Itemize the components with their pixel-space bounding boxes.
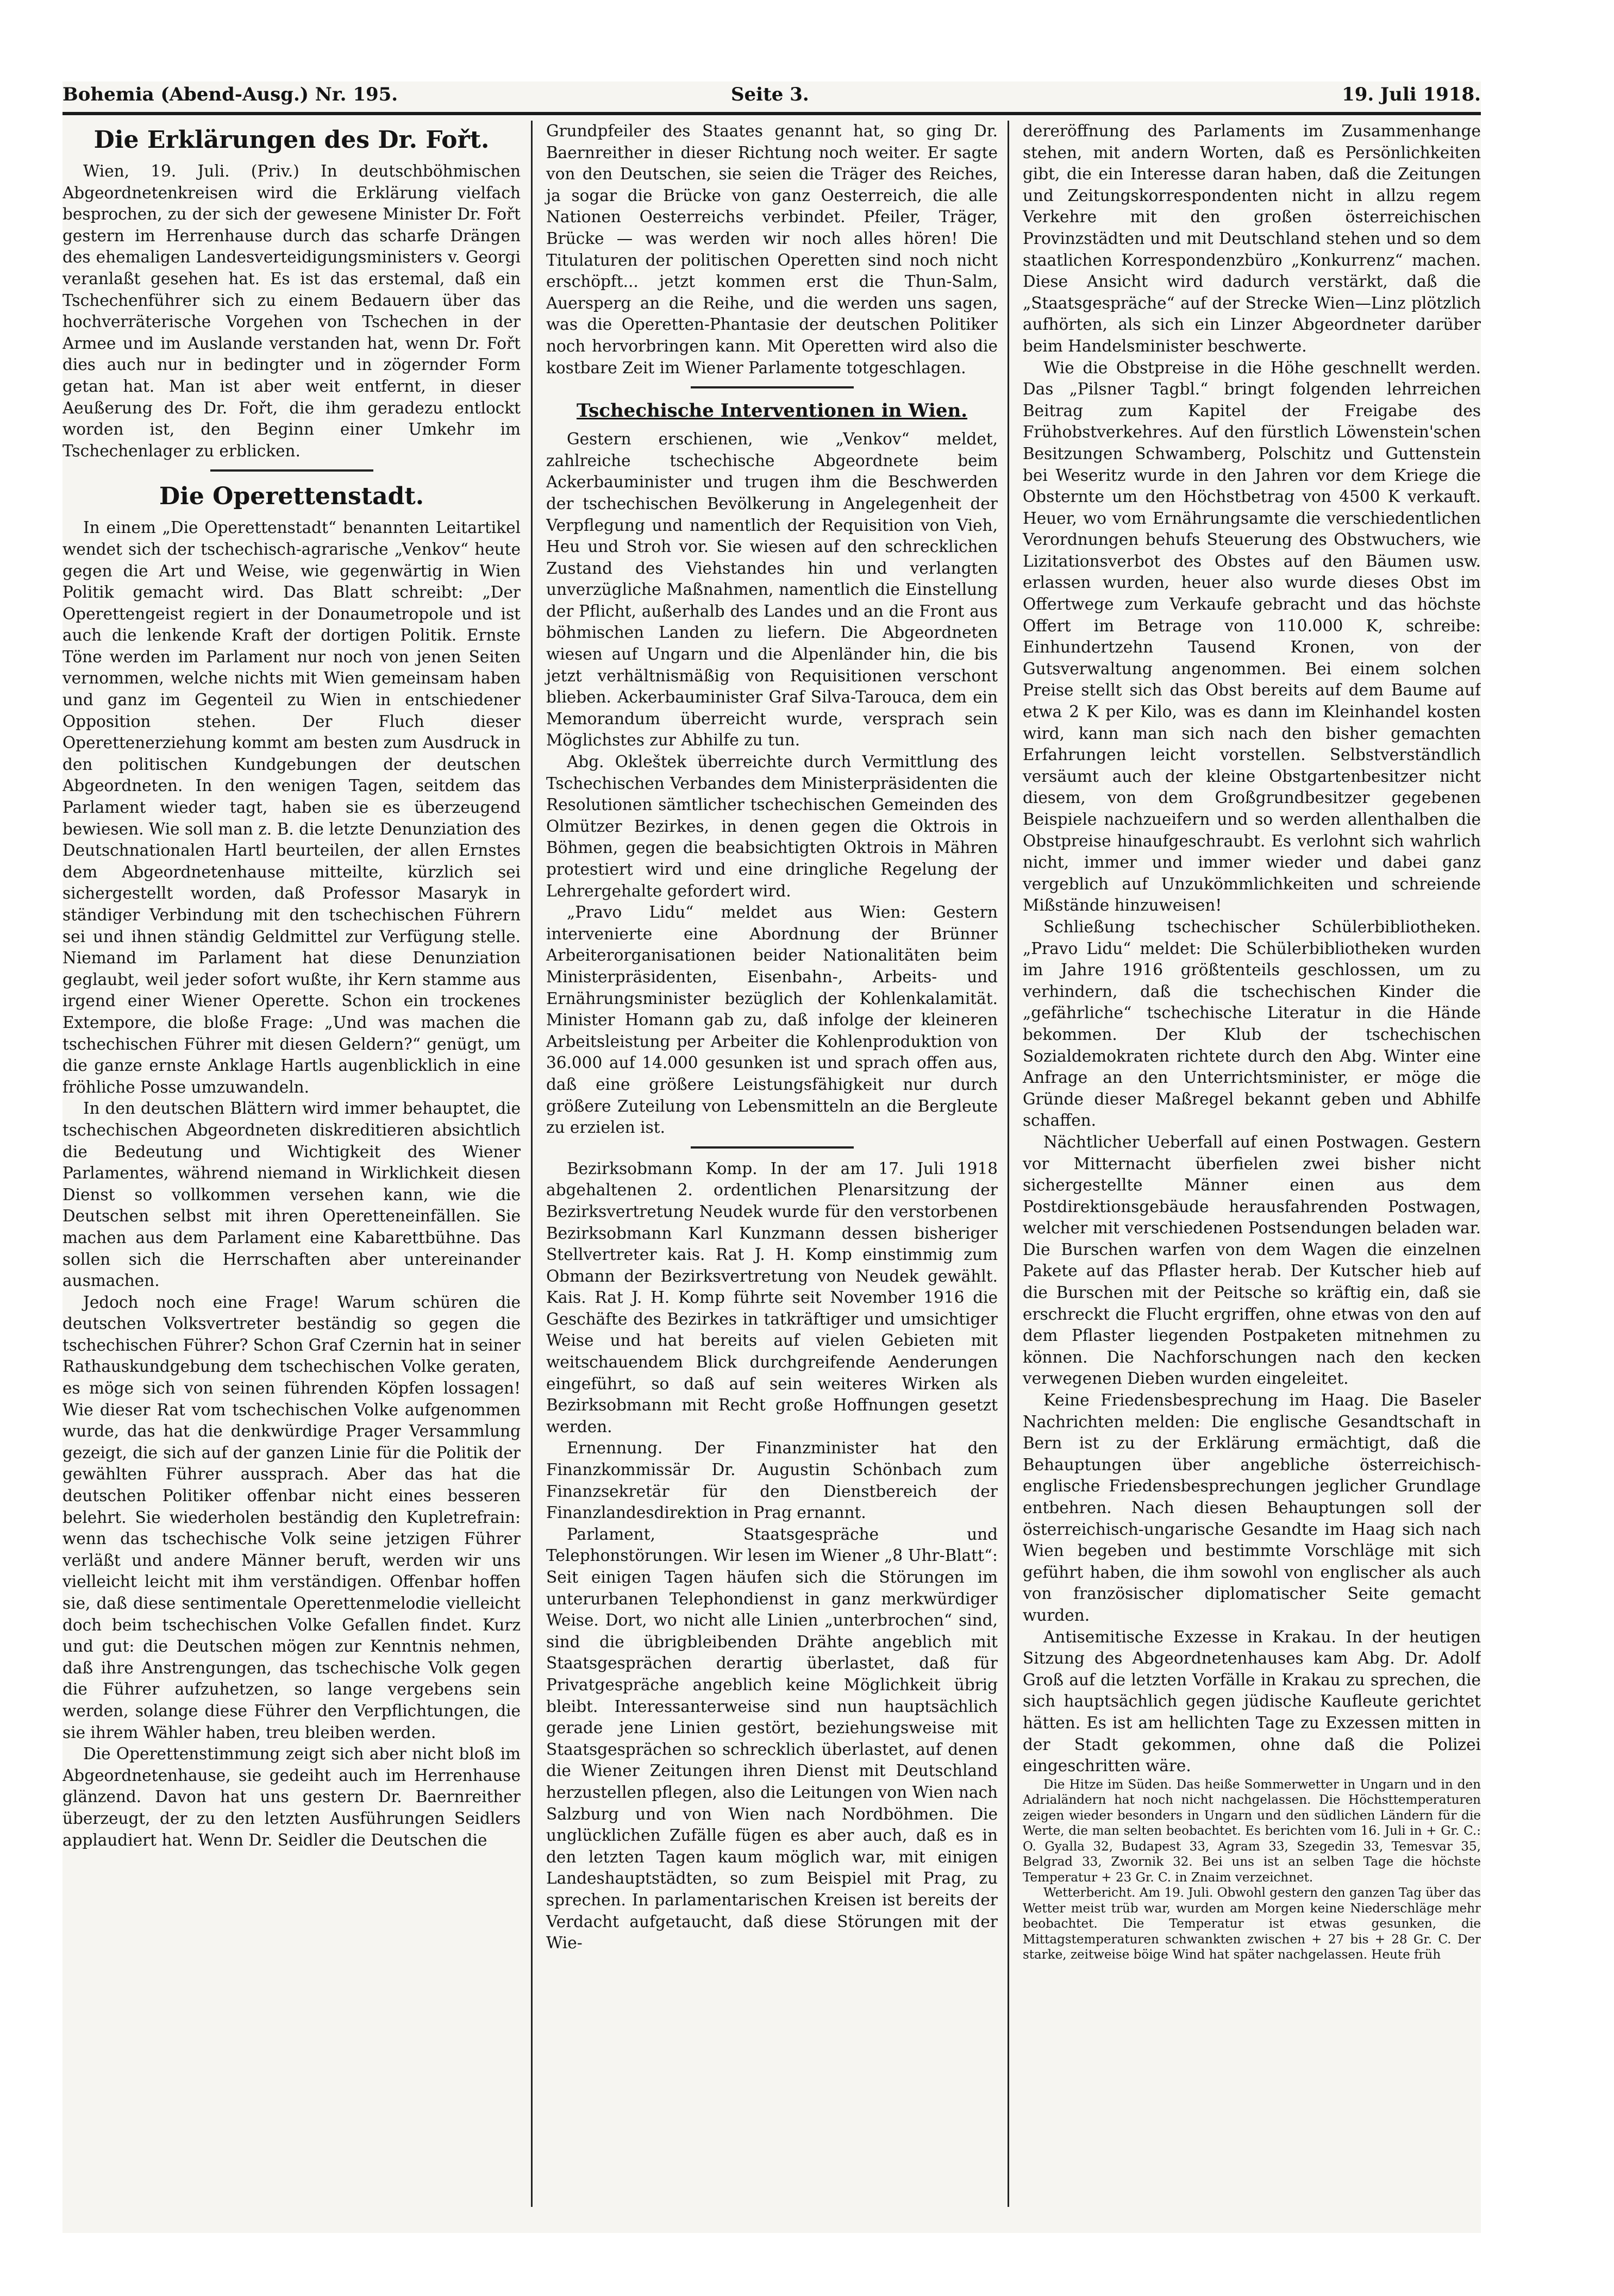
paragraph: Parlament, Staatsgespräche und Telephonstörungen. Wir lesen im Wiener „8 Uhr-Blatt“: Seit einigen Tagen häufen sich die Störungen im unterurbanen Telephondienst in ganz merkwürdiger Weise. Dort, wo nicht alle Linien „unterbrochen“ sind, sind die übrigbleibenden Drähte angeblich mit Staatsgesprächen derartig überlastet, daß für Privatgespräche angeblich keine Möglichkeit übrig bleibt. Interessanterweise sind nun hauptsächlich gerade jene Linien gestört, beziehungsweise mit Staatsgesprächen so schrecklich überlastet, auf denen die Wiener Zeitungen ihren Dienst mit Deutschland herzustellen pflegen, also die Leitungen von Wien nach Salzburg und von Wien nach Nordböhmen. Die unglücklichen Zufälle fügen es aber auch, daß es in den letzten Tagen kaum möglich war, mit einigen Landeshauptstädten, so zum Beispiel mit Prag, zu sprechen. In parlamentarischen Kreisen ist bereits der Verdacht aufgetaucht, daß diese Störungen mit der Wie-	[546, 1525, 998, 1953]
headline-operettenstadt: Die Operettenstadt.	[159, 482, 424, 511]
small-print-paragraph: Wetterbericht. Am 19. Juli. Obwohl gestern den ganzen Tag über das Wetter meist trüb war, wurden am Morgen keine Niederschläge mehr beobachtet. Die Temperatur ist etwas gesunken, die Mittagstemperaturen schwankten zwischen + 27 bis + 28 Gr. C. Der starke, zeitweise böige Wind hat später nachgelassen. Heute früh	[1023, 1886, 1481, 1962]
masthead-issue: Bohemia (Abend-Ausg.) Nr. 195.	[62, 84, 398, 105]
paragraph: Antisemitische Exzesse in Krakau. In der heutigen Sitzung des Abgeordnetenhauses kam Abg. Dr. Adolf Groß auf die letzten Vorfälle in Krakau zu sprechen, die sich hauptsächlich gegen jüdische Kaufleute gerichtet hätten. Es ist am hellichten Tage zu Exzessen mitten in der Stadt gekommen, ohne daß die Polizei eingeschritten wäre.	[1023, 1627, 1481, 1776]
paragraph: Jedoch noch eine Frage! Warum schüren die deutschen Volksvertreter beständig so gegen die tschechischen Führer? Schon Graf Czernin hat in seiner Rathauskundgebung dem tschechischen Volke geraten, es möge sich von seinen führenden Köpfen lossagen! Wie dieser Rat vom tschechischen Volke aufgenommen wurde, das hat die denkwürdige Prager Versammlung gezeigt, die sich auf der ganzen Linie für die Politik der gewählten Führer aussprach. Aber das hat die deutschen Politiker offenbar nicht eines besseren belehrt. Sie wiederholen beständig den Kupletrefrain: wenn das tschechische Volk seine jetzigen Führer verläßt und andere Männer beruft, werden wir uns vielleicht leicht mit ihm verständigen. Offenbar hoffen sie, daß diese sentimentale Operettenmelodie vielleicht doch beim tschechischen Volke Gefallen findet. Kurz und gut: die Deutschen mögen zur Kenntnis nehmen, daß ihre Anstrengungen, das tschechische Volk gegen die Führer aufzuhetzen, so lange vergebens sein werden, solange diese Führer den Verpflichtungen, die sie ihrem Wähler haben, treu bleiben werden.	[62, 1293, 521, 1742]
paragraph: Bezirksobmann Komp. In der am 17. Juli 1918 abgehaltenen 2. ordentlichen Plenarsitzung der Bezirksvertretung Neudek wurde für den verstorbenen Bezirksobmann Karl Kunzmann dessen bisheriger Stellvertreter kais. Rat J. H. Komp einstimmig zum Obmann der Bezirksvertretung von Neudek gewählt. Kais. Rat J. H. Komp führte seit November 1916 die Geschäfte des Bezirkes in tatkräftiger und umsichtiger Weise und hat bereits auf vielen Gebieten mit weitschauendem Blick durchgreifende Aenderungen eingeführt, so daß auf sein weiteres Wirken als Bezirksobmann mit Recht große Hoffnungen gesetzt werden.	[546, 1159, 998, 1436]
headline-fort: Die Erklärungen des Dr. Fořt.	[93, 126, 490, 154]
masthead	[62, 81, 1481, 111]
paragraph: Wie die Obstpreise in die Höhe geschnellt werden. Das „Pilsner Tagbl.“ bringt folgenden lehrreichen Beitrag zum Kapitel der Freigabe des Frühobstverkehres. Auf den fürstlich Löwenstein'schen Besitzungen Schwamberg, Polschitz und Guttenstein bei Weseritz wurde in den Jahren vor dem Kriege die Obsternte um den Höchstbetrag von 4500 K verkauft. Heuer, wo vom Ernährungsamte die verschiedentlichen Verordnungen behufs Steuerung des Obstwuchers, wie Lizitationsverbot des Obstes auf den Bäumen usw. erlassen wurden, heuer also wurde dieses Obst im Offertwege zum Verkaufe gebracht und das höchste Offert im Betrage von 110.000 K, schreibe: Einhundertzehn Tausend Kronen, von der Gutsverwaltung angenommen. Bei einem solchen Preise stellt sich das Obst bereits auf dem Baume auf etwa 2 K per Kilo, was es dann im Kleinhandel kosten wird, kann man sich nach den bisher gemachten Erfahrungen leicht vorstellen. Selbstverständlich versäumt auch der kleine Obstgartenbesitzer nicht diesem, von dem Großgrundbesitzer gegebenen Beispiele nachzueifern und so werden allenthalben die Obstpreise hinaufgeschraubt. Es verlohnt sich wahrlich nicht, immer und immer wieder und dabei ganz vergeblich auf Unzukömmlichkeiten und schreiende Mißstände hinzuweisen!	[1023, 358, 1481, 915]
paragraph: Wien, 19. Juli. (Priv.) In deutschböhmischen Abgeordnetenkreisen wird die Erklärung vielfach besprochen, zu der sich der gewesene Minister Dr. Fořt gestern im Herrenhause durch das scharfe Drängen des ehemaligen Landesverteidigungsministers v. Georgi veranlaßt gesehen hat. Es ist das erstemal, daß ein Tschechenführer sich zu einem Bedauern über das hochverräterische Vorgehen von Tschechen in der Armee und im Auslande verstanden hat, wenn Dr. Fořt dies auch nur in bedingter und in zögernder Form getan hat. Man ist aber weit entfernt, in dieser Aeußerung des Dr. Fořt, die ihm geradezu entlockt worden ist, den Beginn einer Umkehr im Tschechenlager zu erblicken.	[62, 162, 521, 460]
column-2	[540, 121, 1004, 2218]
masthead-rule	[62, 112, 1481, 115]
paragraph: Grundpfeiler des Staates genannt hat, so ging Dr. Baernreither in dieser Richtung noch weiter. Er sagte von den Deutschen, sie seien die Träger des Reiches, ja sogar die Brücke von ganz Oesterreich, die alle Nationen Oesterreichs verbindet. Pfeiler, Träger, Brücke — was werden wir noch alles hören! Die Titulaturen der politischen Operetten sind noch nicht erschöpft... jetzt kommen erst die Thun-Salm, Auersperg an die Reihe, und die werden uns sagen, was die Operetten-Phantasie der deutschen Politiker noch hervorbringen kann. Mit Operetten wird also die kostbare Zeit im Wiener Parlamente totgeschlagen.	[546, 122, 998, 377]
newspaper-page	[62, 81, 1481, 2233]
paragraph: In einem „Die Operettenstadt“ benannten Leitartikel wendet sich der tschechisch-agrarische „Venkov“ heute gegen die Art und Weise, wie gegenwärtig in Wien Politik gemacht wird. Das Blatt schreibt: „Der Operettengeist regiert in der Donaumetropole und ist auch die lenkende Kraft der dortigen Politik. Ernste Töne werden im Parlament nur noch von jenen Seiten vernommen, welche nichts mit Wien gemeinsam haben und ganz im Gegenteil zu Wien in entschiedener Opposition stehen. Der Fluch dieser Operettenerziehung kommt am besten zum Ausdruck in den politischen Kundgebungen der deutschen Abgeordneten. In den wenigen Tagen, seitdem das Parlament wieder tagt, haben sie es überzeugend bewiesen. Wie soll man z. B. die letzte Denunziation des Deutschnationalen Hartl beurteilen, der allen Ernstes dem Abgeordnetenhause mitteilte, kürzlich sei sichergestellt worden, daß Professor Masaryk in ständiger Verbindung mit den tschechischen Führern sei und ihnen ständig Geldmittel zur Verfügung stelle. Niemand im Parlament hat diese Denunziation geglaubt, weil jeder sofort wußte, ihr Kern stamme aus irgend einer Wiener Operette. Schon ein trockenes Extempore, die bloße Frage: „Und was machen die tschechischen Führer mit diesen Geldern?“ genügt, um die ganze ernste Anklage Hartls augenblicklich in eine fröhliche Posse umzuwandeln.	[62, 518, 521, 1096]
paragraph: Keine Friedensbesprechung im Haag. Die Baseler Nachrichten melden: Die englische Gesandtschaft in Bern ist zu der Erklärung ermächtigt, daß die Behauptungen über angebliche österreichisch-englische Friedensbesprechungen jeglicher Grundlage entbehren. Nach diesen Behauptungen soll der österreichisch-ungarische Gesandte im Haag sich nach Wien begeben und bestimmte Vorschläge mit sich geführt haben, die ihm sowohl von englischer als auch von französischer diplomatischer Seite gemacht wurden.	[1023, 1391, 1481, 1624]
separator-rule	[691, 386, 854, 388]
separator-rule	[691, 1146, 854, 1149]
masthead-date: 19. Juli 1918.	[1342, 84, 1481, 105]
column-3	[1016, 121, 1481, 2218]
column-rule	[1008, 121, 1009, 2207]
column-rule	[531, 121, 533, 2207]
separator-rule	[210, 469, 373, 472]
paragraph: dereröffnung des Parlaments im Zusammenhange stehen, mit andern Worten, daß es Persönlichkeiten gibt, die ein Interesse daran haben, daß die Zeitungen und Zeitungskorrespondenten nicht in allzu regem Verkehre mit den großen österreichischen Provinzstädten und mit Deutschland stehen und so dem staatlichen Korrespondenzbüro „Konkurrenz“ machen. Diese Ansicht wird dadurch verstärkt, daß die „Staatsgespräche“ auf der Strecke Wien—Linz plötzlich aufhörten, als sich ein Linzer Abgeordneter darüber beim Handelsminister beschwerte.	[1023, 122, 1481, 355]
paragraph: Die Operettenstimmung zeigt sich aber nicht bloß im Abgeordnetenhause, sie gedeiht auch im Herrenhause glänzend. Davon hat uns gestern Dr. Baernreither überzeugt, der zu den letzten Ausführungen Seidlers applaudiert hat. Wenn Dr. Seidler die Deutschen die	[62, 1745, 521, 1849]
paragraph: Nächtlicher Ueberfall auf einen Postwagen. Gestern vor Mitternacht überfielen zwei bisher nicht sichergestellte Männer einen aus dem Postdirektionsgebäude herausfahrenden Postwagen, welcher mit verschiedenen Postsendungen beladen war. Die Burschen warfen von dem Wagen die einzelnen Pakete auf das Pflaster herab. Der Kutscher hieb auf die Burschen mit der Peitsche so kräftig ein, daß sie erschreckt die Flucht ergriffen, ohne etwas von den auf dem Pflaster liegenden Postpaketen mitnehmen zu können. Die Nachforschungen nach den kecken verwegenen Dieben wurden eingeleitet.	[1023, 1132, 1481, 1388]
masthead-page-number: Seite 3.	[731, 84, 809, 105]
paragraph: Ernennung. Der Finanzminister hat den Finanzkommissär Dr. Augustin Schönbach zum Finanzsekretär für den Dienstbereich der Finanzlandesdirektion in Prag ernannt.	[546, 1439, 998, 1522]
small-print-paragraph: Die Hitze im Süden. Das heiße Sommerwetter in Ungarn und in den Adrialändern hat noch nicht nachgelassen. Die Höchsttemperaturen zeigen wieder besonders in Ungarn und den südlichen Ländern für die Werte, die man selten beobachtet. Es berichten vom 16. Juli in + Gr. C.: O. Gyalla 32, Budapest 33, Agram 33, Szegedin 33, Temesvar 35, Belgrad 33, Zwornik 32. Bei uns ist an selben Tage die höchste Temperatur + 23 Gr. C. in Znaim verzeichnet.	[1023, 1777, 1481, 1885]
paragraph: Gestern erschienen, wie „Venkov“ meldet, zahlreiche tschechische Abgeordnete beim Ackerbauminister und trugen ihm die Beschwerden der tschechischen Bevölkerung in Angelegenheit der Verpflegung und namentlich der Requisition von Vieh, Heu und Stroh vor. Sie wiesen auf den schrecklichen Zustand des Viehstandes hin und verlangten unverzügliche Maßnahmen, namentlich die Einstellung der Pflicht, außerhalb des Landes und an die Front aus böhmischen Landen zu liefern. Die Abgeordneten wiesen auf Ungarn und die Alpenländer hin, die bis jetzt verhältnismäßig von Requisitionen verschont blieben. Ackerbauminister Graf Silva-Tarouca, dem ein Memorandum überreicht wurde, versprach sein Möglichstes zur Abhilfe zu tun.	[546, 430, 998, 750]
paragraph: Abg. Okleštek überreichte durch Vermittlung des Tschechischen Verbandes dem Ministerpräsidenten die Resolutionen sämtlicher tschechischen Gemeinden des Olmützer Bezirkes, in denen gegen die Oktrois in Böhmen, gegen die beabsichtigten Oktrois in Mähren protestiert wird und eine dringliche Regelung der Lehrergehalte gefordert wird.	[546, 752, 998, 900]
paragraph: Schließung tschechischer Schülerbibliotheken. „Pravo Lidu“ meldet: Die Schülerbibliotheken wurden im Jahre 1916 größtenteils geschlossen, um zu verhindern, daß die tschechischen Kinder die „gefährliche“ tschechische Literatur in die Hände bekommen. Der Klub der tschechischen Sozialdemokraten richtete durch den Abg. Winter eine Anfrage an den Unterrichtsminister, er möge die Gründe dieser Maßregel bekannt geben und Abhilfe schaffen.	[1023, 917, 1481, 1130]
paragraph: „Pravo Lidu“ meldet aus Wien: Gestern intervenierte eine Abordnung der Brünner Arbeiterorganisationen beider Nationalitäten beim Ministerpräsidenten, Eisenbahn-, Arbeits- und Ernährungsminister bezüglich der Kohlenkalamität. Minister Homann gab zu, daß infolge der kleineren Arbeitsleistung per Arbeiter die Kohlenproduktion von 36.000 auf 14.000 gesunken ist und sprach offen aus, daß eine größere Leistungsfähigkeit nur durch größere Zuteilung von Lebensmitteln an die Bergleute zu erzielen ist.	[546, 903, 998, 1137]
headline-interventionen: Tschechische Interventionen in Wien.	[576, 400, 968, 422]
paragraph: In den deutschen Blättern wird immer behauptet, die tschechischen Abgeordneten diskreditieren absichtlich die Bedeutung und Wichtigkeit des Wiener Parlamentes, während niemand in Wirklichkeit diesen Dienst so vollkommen versehen kann, wie die Deutschen selbst mit ihren Operetteneinfällen. Sie machen aus dem Parlament eine Kabarettbühne. Das sollen sich die Herrschaften aber untereinander ausmachen.	[62, 1099, 521, 1290]
column-1	[62, 121, 527, 2218]
